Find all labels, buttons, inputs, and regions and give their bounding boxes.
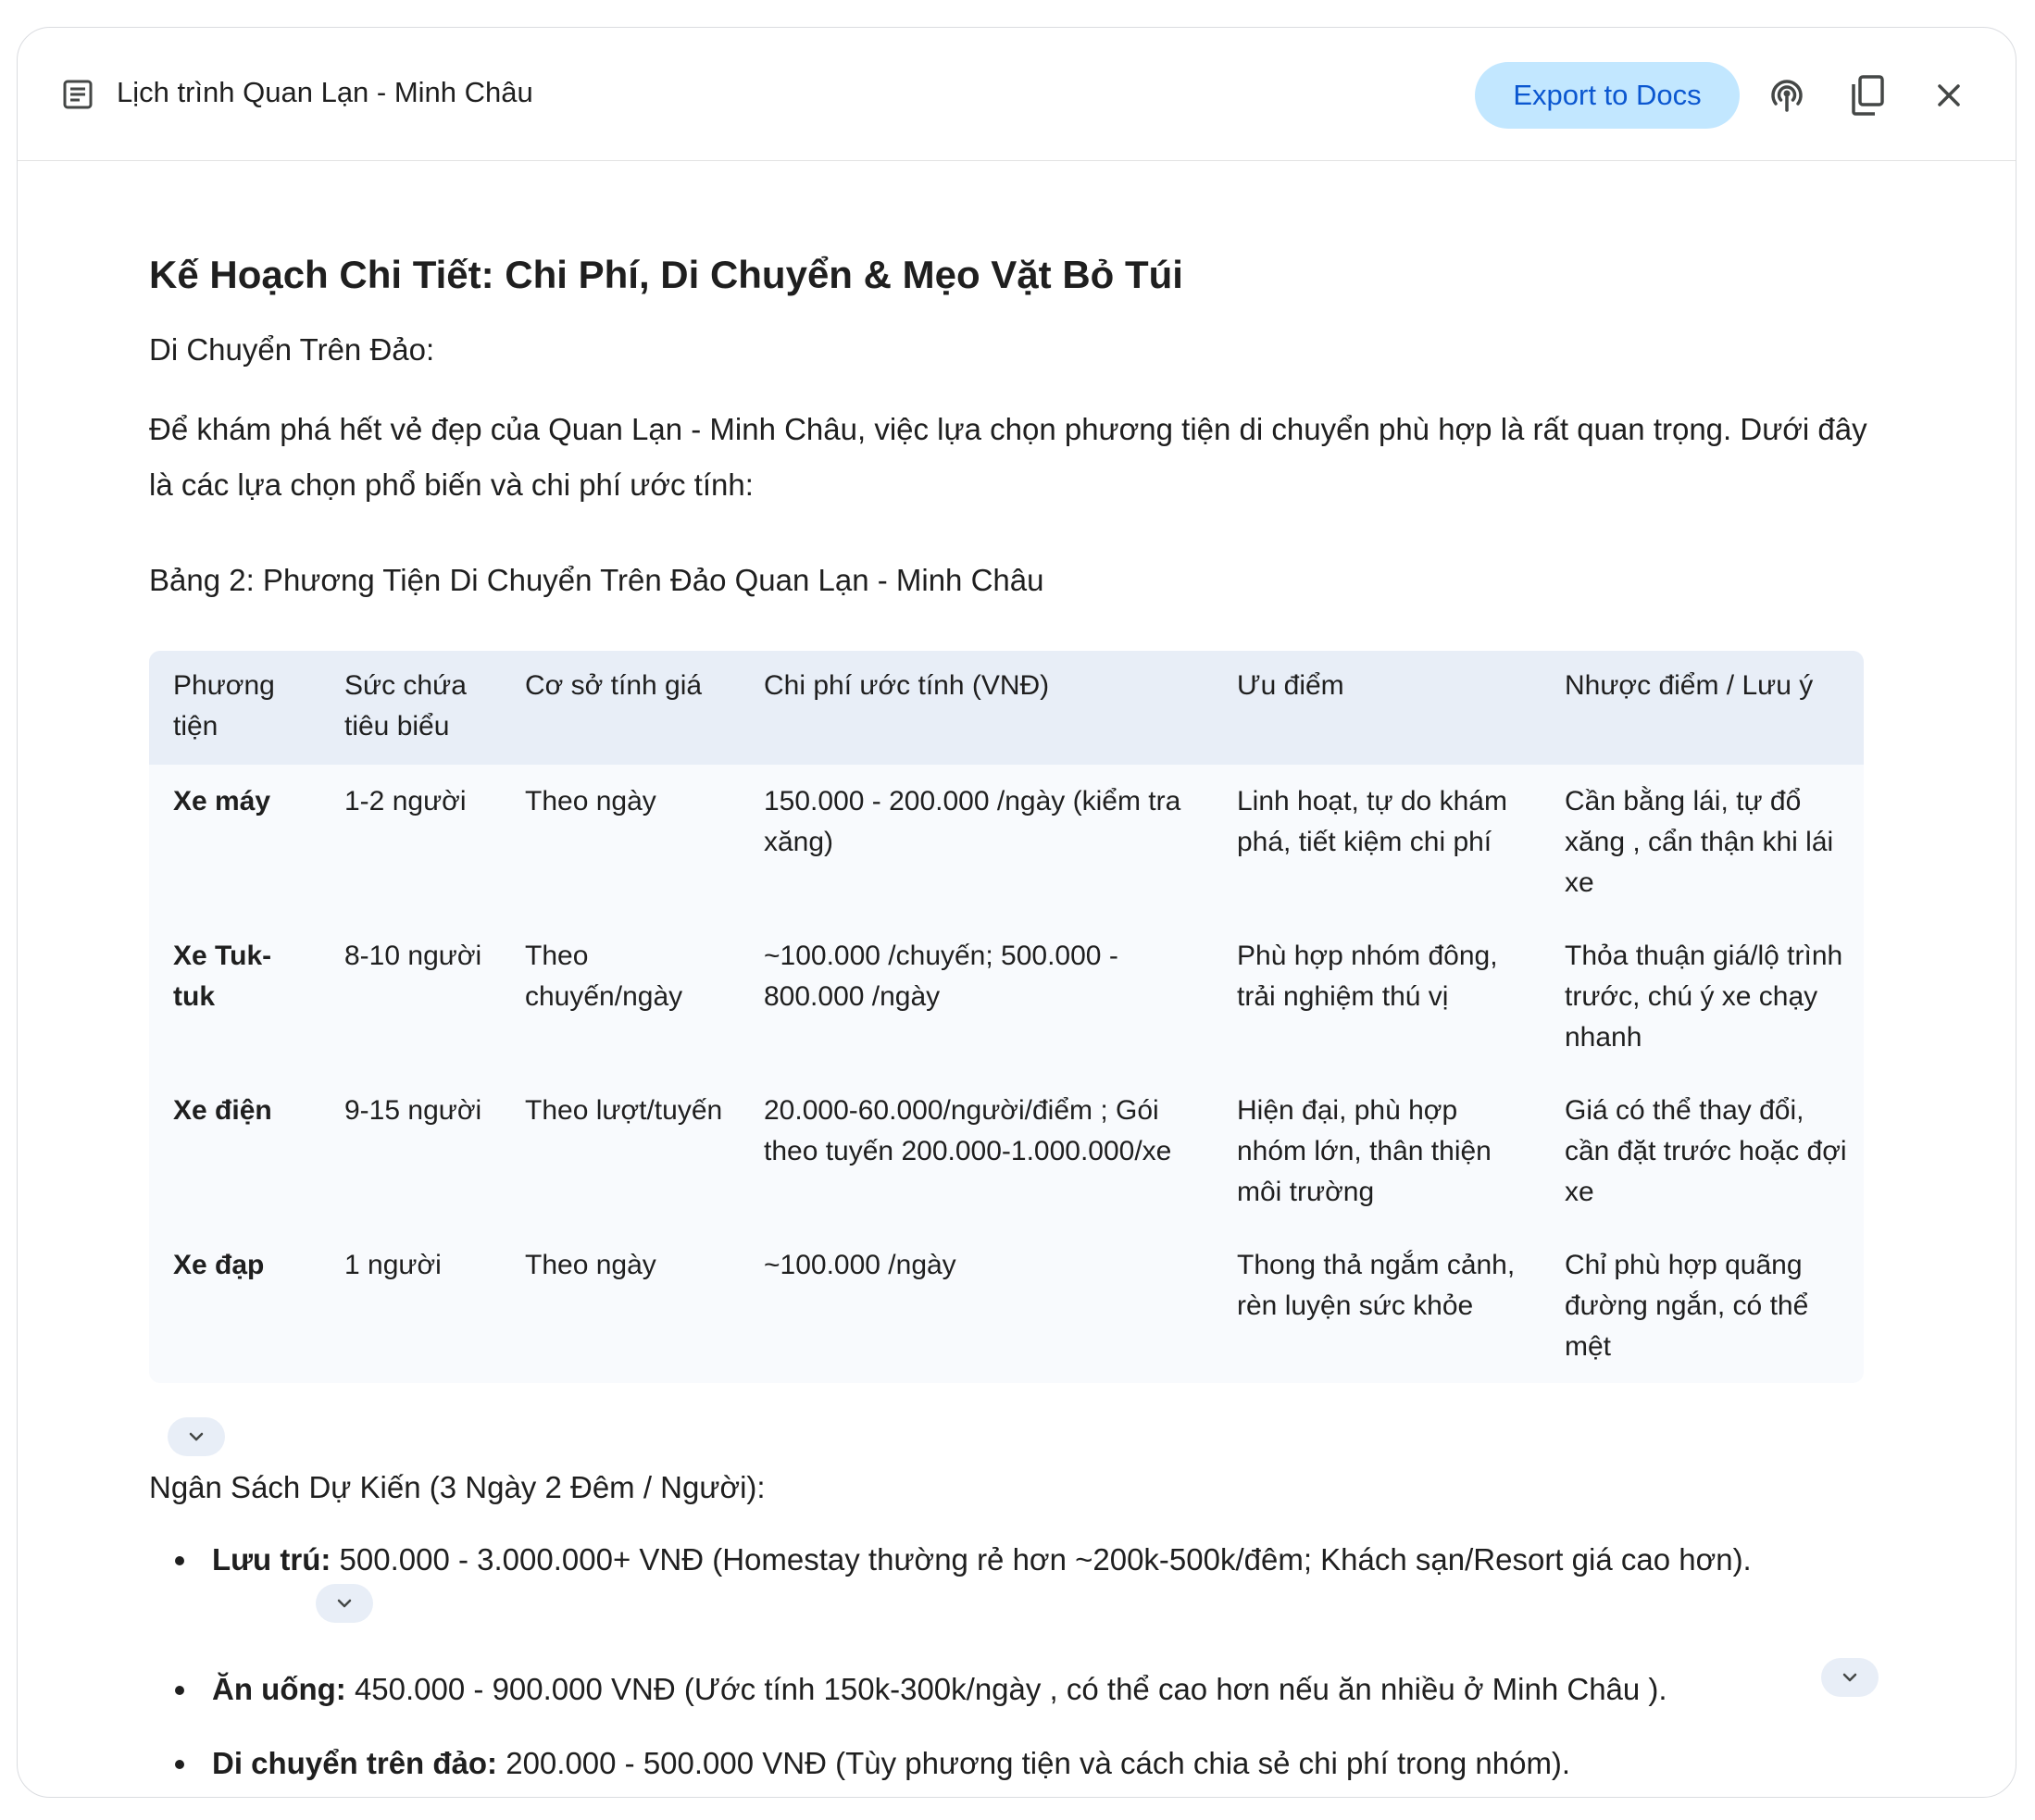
table-cell: 1 người [344,1250,442,1280]
bullet-label: Lưu trú: [212,1542,331,1577]
table-cell: Linh hoạt, tự do khám phá, tiết kiệm chi phí [1237,786,1507,857]
intro-paragraph: Để khám phá hết vẻ đẹp của Quan Lạn - Minh Châu, việc lựa chọn phương tiện di chuyển phù hợp là rất quan trọng. Dưới đây là các lựa chọn phổ biến và chi phí ước tính: [149,412,1867,502]
document-panel [17,27,2016,1798]
table-cell: Theo chuyến/ngày [525,941,683,1012]
table-header-cell: Ưu điểm [1237,670,1344,701]
table-cell: Xe máy [173,786,271,817]
table-cell: 1-2 người [344,786,467,817]
table-cell: Xe Tuk-tuk [173,941,272,1012]
table-header-cell: Nhược điểm / Lưu ý [1565,670,1814,701]
table-cell: ~100.000 /ngày [764,1250,956,1280]
table-cell: Theo lượt/tuyến [525,1095,723,1126]
podcast-icon[interactable] [1766,74,1808,117]
page-title: Kế Hoạch Chi Tiết: Chi Phí, Di Chuyển & Mẹo Vặt Bỏ Túi [149,253,1183,296]
bullet-icon [175,1760,184,1769]
bullet-label: Di chuyển trên đảo: [212,1746,498,1780]
copy-icon[interactable] [1846,74,1889,117]
transport-table [149,651,1864,1383]
table-cell: Thong thả ngắm cảnh, rèn luyện sức khỏe [1237,1250,1516,1321]
table-header-cell: Phương tiện [173,670,275,742]
document-title: Lịch trình Quan Lạn - Minh Châu [117,76,533,108]
panel-header [18,28,2016,161]
table-header-row [149,651,1864,765]
section-subheading: Di Chuyển Trên Đảo: [149,332,435,367]
chevron-down-icon [189,1432,204,1441]
table-cell: Cần bằng lái, tự đổ xăng , cẩn thận khi lái xe [1565,786,1834,898]
table-cell: 20.000-60.000/người/điểm ; Gói theo tuyến 200.000-1.000.000/xe [764,1095,1172,1166]
table-cell: Thỏa thuận giá/lộ trình trước, chú ý xe chạy nhanh [1565,941,1843,1053]
table-cell: 8-10 người [344,941,482,971]
table-cell: 150.000 - 200.000 /ngày (kiểm tra xăng) [764,786,1181,857]
table-row [149,1074,1864,1228]
table-header-cell: Sức chứa tiêu biểu [344,670,467,742]
table-cell: Chỉ phù hợp quãng đường ngắn, có thể mệt [1565,1250,1809,1362]
expand-sources-button[interactable] [168,1417,225,1456]
export-to-docs-button[interactable]: Export to Docs [1475,62,1740,129]
table-cell: Hiện đại, phù hợp nhóm lớn, thân thiện môi trường [1237,1095,1492,1207]
table-cell: Theo ngày [525,786,656,817]
expand-citation-button[interactable] [316,1584,373,1623]
table-cell: Giá có thể thay đổi, cần đặt trước hoặc đợi xe [1565,1095,1847,1207]
table-caption: Bảng 2: Phương Tiện Di Chuyển Trên Đảo Quan Lạn - Minh Châu [149,563,1044,597]
table-row [149,919,1864,1074]
table-cell: Theo ngày [525,1250,656,1280]
bullet-text: 450.000 - 900.000 VNĐ (Ước tính 150k-300k/ngày , có thể cao hơn nếu ăn nhiều ở Minh Châu ). [345,1672,1667,1706]
chevron-down-icon [1842,1673,1857,1682]
bullet-text: 500.000 - 3.000.000+ VNĐ (Homestay thường rẻ hơn ~200k-500k/đêm; Khách sạn/Resort giá cao hơn). [331,1542,1752,1577]
table-row [149,765,1864,919]
budget-heading: Ngân Sách Dự Kiến (3 Ngày 2 Đêm / Người): [149,1470,766,1504]
table-cell: 9-15 người [344,1095,482,1126]
table-header-cell: Chi phí ước tính (VNĐ) [764,670,1050,701]
table-cell: Xe điện [173,1095,272,1126]
bullet-icon [175,1686,184,1695]
table-cell: Phù hợp nhóm đông, trải nghiệm thú vị [1237,941,1498,1012]
table-cell: Xe đạp [173,1250,265,1280]
table-header-cell: Cơ sở tính giá [525,670,703,701]
document-icon [62,79,94,110]
table-cell: ~100.000 /chuyến; 500.000 - 800.000 /ngày [764,941,1118,1012]
chevron-down-icon [337,1599,352,1608]
table-row [149,1228,1864,1383]
bullet-icon [175,1556,184,1565]
bullet-label: Ăn uống: [212,1672,346,1706]
bullet-text: 200.000 - 500.000 VNĐ (Tùy phương tiện và cách chia sẻ chi phí trong nhóm). [497,1746,1571,1780]
close-icon[interactable] [1928,74,1970,117]
expand-citation-button[interactable] [1821,1658,1879,1697]
